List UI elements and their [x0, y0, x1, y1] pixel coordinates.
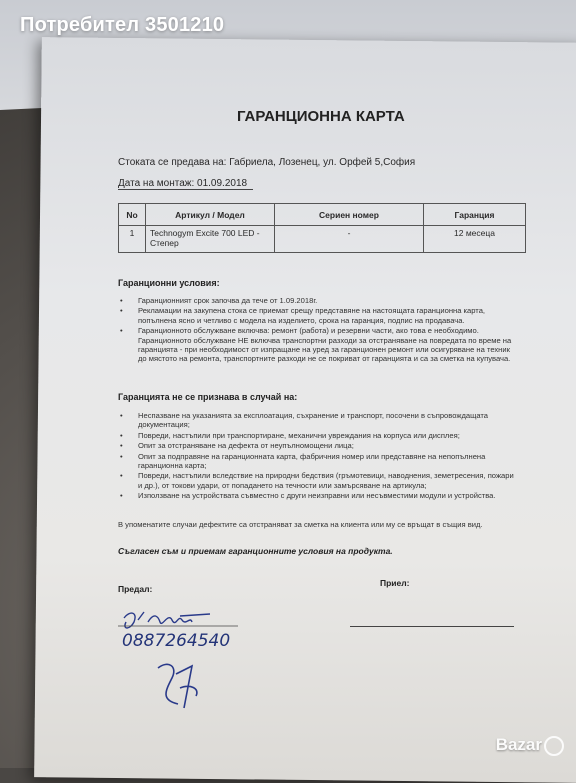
cell-warranty: 12 месеца: [424, 226, 526, 253]
list-item: • Гаранционният срок започва да тече от 1.09.2018г.: [118, 296, 518, 305]
exclusions-title: Гаранцията не се признава в случай на:: [118, 392, 298, 402]
items-table: [118, 203, 526, 253]
handed-label: Предал:: [118, 584, 153, 594]
col-serial: Сериен номер: [275, 204, 424, 226]
watermark-text: Bazar: [495, 735, 542, 755]
list-item: • Повреди, настъпили вследствие на природни бедствия (гръмотевици, наводнения, земетресения, пожари и др.), от токови удари, от попадането на течности или замърсяване на артикула;: [118, 471, 518, 490]
stock-line: Стоката се предава на: Габриела, Лозенец, ул. Орфей 5,София: [118, 157, 416, 168]
list-item: • Гаранционното обслужване включва: ремонт (работа) и резервни части, ако това е необходимо. Гаранционното обслужване НЕ включва транспортни разходи за отстраняване на повредата по време на гаранцията - при необходимост от изпращане на уред за гаранционен ремонт или осигуряване на техник до мястото на ремонта, транспортните разходи не се покриват от гаранцията и са за сметка на купувача.: [118, 326, 518, 364]
document-title: ГАРАНЦИОННА КАРТА: [237, 108, 405, 125]
received-signature-line: [350, 626, 514, 627]
warranty-card-paper: [34, 37, 576, 783]
install-date: Дата на монтаж: 01.09.2018: [118, 178, 253, 190]
col-warranty: Гаранция: [424, 204, 526, 226]
note-text: В упоменатите случаи дефектите са отстраняват за сметка на клиента или му се връщат в същия вид.: [118, 520, 483, 529]
cell-no: 1: [119, 226, 146, 253]
received-label: Приел:: [380, 578, 410, 588]
conditions-title: Гаранционни условия:: [118, 278, 220, 288]
handwritten-signature: [118, 608, 258, 728]
list-item: • Повреди, настъпили при транспортиране, механични увреждания на корпуса или дисплея;: [118, 431, 518, 440]
list-item: • Опит за отстраняване на дефекта от неупълномощени лица;: [118, 441, 518, 450]
col-article: Артикул / Модел: [146, 204, 275, 226]
exclusions-list: [118, 411, 518, 502]
agreement-text: Съгласен съм и приемам гаранционните условия на продукта.: [118, 546, 393, 556]
col-no: No: [119, 204, 146, 226]
list-item: • Рекламации на закупена стока се приемат срещу представяне на настоящата гаранционна карта, попълнена ясно и четливо с модела на изделието, срока на гаранция, подпис на продавача.: [118, 306, 518, 325]
list-item: • Неспазване на указанията за експлоатация, съхранение и транспорт, посочени в съпровождащата документация;: [118, 411, 518, 430]
conditions-list: [118, 296, 518, 365]
table-row: [119, 226, 526, 253]
list-item: • Опит за подправяне на гаранционната карта, фабричния номер или представяне на непопълнена гаранционна карта;: [118, 452, 518, 471]
user-header: Потребител 3501210: [20, 14, 225, 36]
table-header-row: [119, 204, 526, 226]
watermark-mark-icon: [544, 736, 564, 756]
handwritten-phone: 0887264540: [122, 631, 231, 651]
watermark-logo: [496, 735, 564, 756]
cell-article: Technogym Excite 700 LED - Степер: [146, 226, 275, 253]
list-item: • Използване на устройствата съвместно с други неизправни или несъвместими модули и устройства.: [118, 491, 518, 500]
cell-serial: -: [275, 226, 424, 253]
